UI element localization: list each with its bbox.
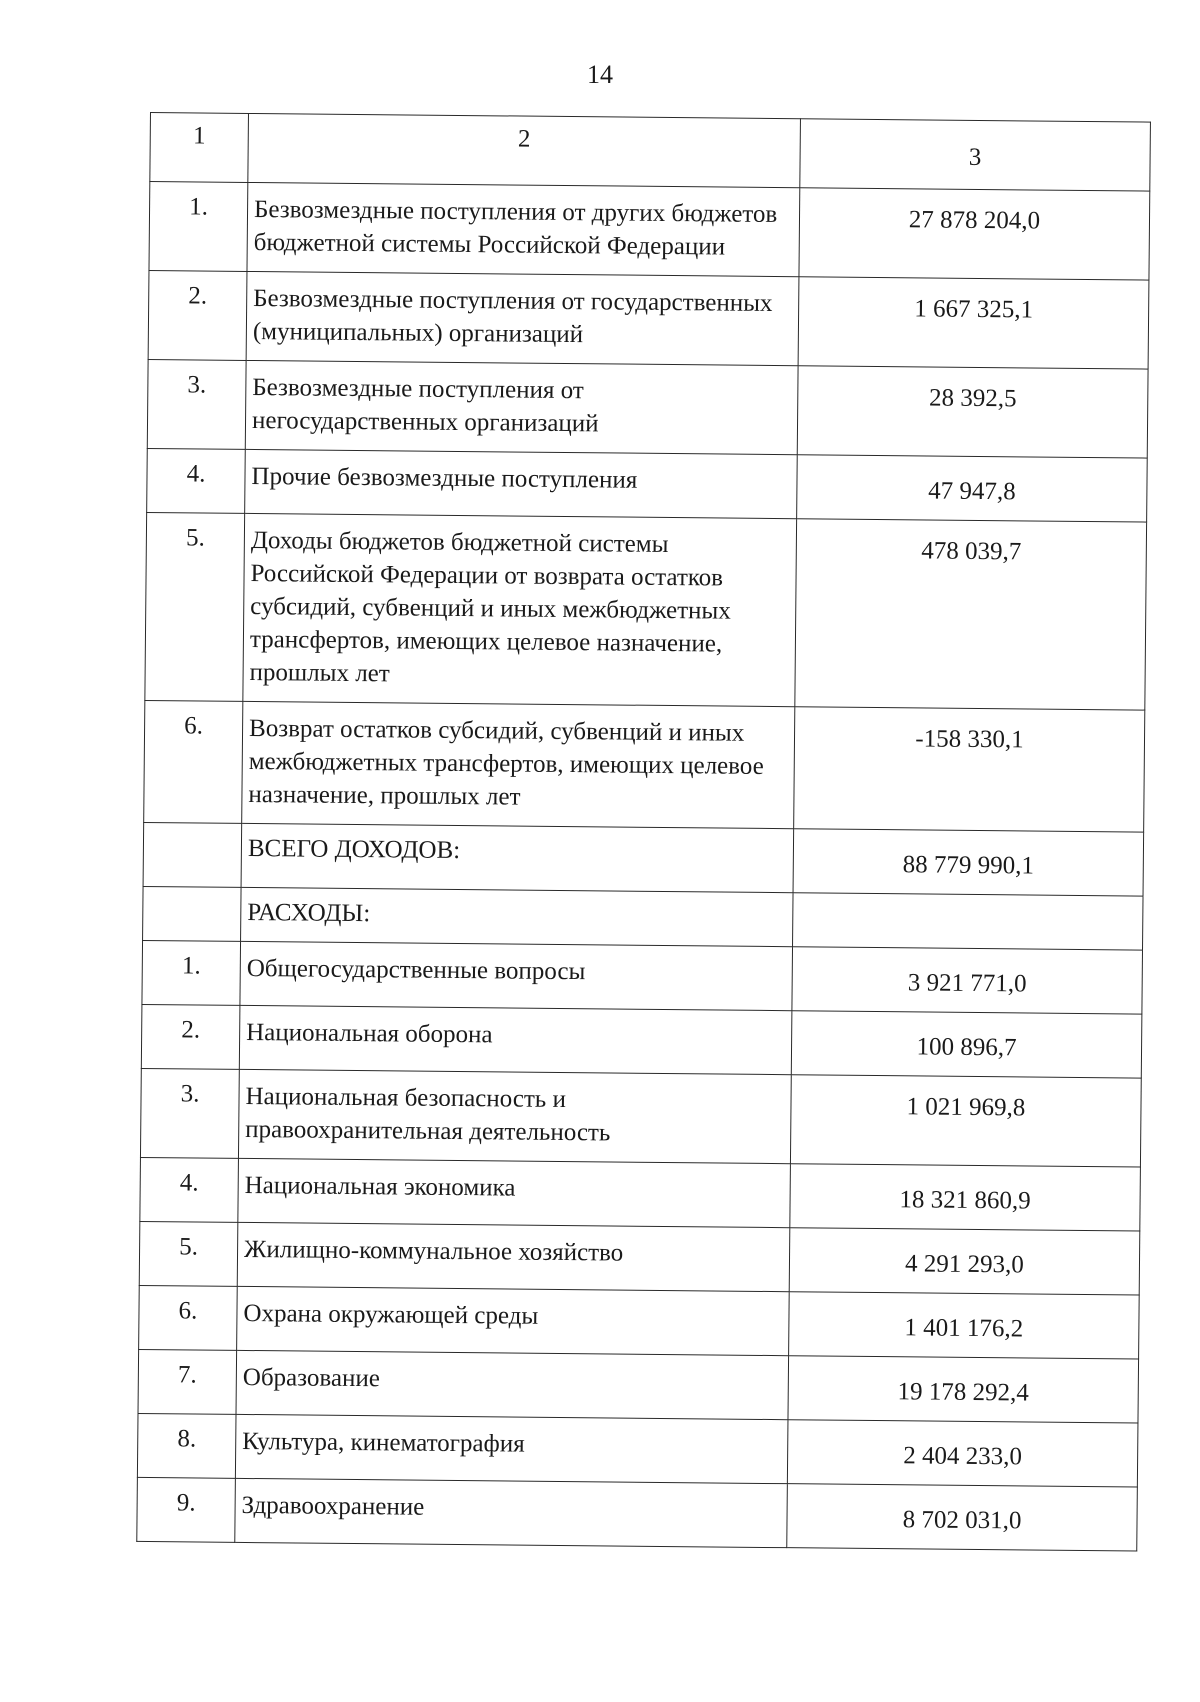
row-name: Безвозмездные поступления от государственных (муниципальных) организаций	[246, 271, 799, 365]
table-row	[148, 270, 1149, 369]
expenses-header-row	[143, 886, 1143, 950]
table-row	[137, 1413, 1138, 1487]
row-number-empty	[143, 886, 242, 941]
row-name: Национальная оборона	[239, 1005, 792, 1074]
row-number: 4.	[140, 1157, 239, 1222]
row-name: Доходы бюджетов бюджетной системы Российской Федерации от возврата остатков субсидий, субвенций и иных межбюджетных трансфертов, имеющих целевое назначение, прошлых лет	[243, 513, 797, 706]
table-row	[141, 1004, 1142, 1078]
row-number: 5.	[139, 1221, 238, 1286]
total-income-value: 88 779 990,1	[793, 829, 1144, 896]
budget-table	[136, 112, 1151, 1552]
row-value: 1 021 969,8	[790, 1075, 1141, 1167]
row-name: Национальная безопасность и правоохранительная деятельность	[238, 1069, 791, 1163]
row-number: 9.	[137, 1477, 236, 1542]
total-income-label: ВСЕГО ДОХОДОВ:	[241, 823, 794, 892]
page-number: 14	[587, 60, 613, 89]
row-name: Здравоохранение	[235, 1478, 788, 1547]
row-name: Возврат остатков субсидий, субвенций и иных межбюджетных трансфертов, имеющих целевое назначение, прошлых лет	[242, 701, 795, 828]
row-name: Охрана окружающей среды	[237, 1286, 790, 1355]
row-number: 2.	[141, 1004, 240, 1069]
table-row	[139, 1221, 1140, 1295]
row-number: 3.	[140, 1068, 239, 1158]
row-value: -158 330,1	[794, 707, 1145, 832]
row-value: 28 392,5	[797, 366, 1148, 458]
table-row	[144, 700, 1145, 832]
row-value: 100 896,7	[791, 1011, 1142, 1078]
row-value: 27 878 204,0	[799, 188, 1150, 280]
table-header-row	[150, 113, 1151, 192]
budget-table-container	[136, 112, 1150, 1552]
table-row	[139, 1285, 1140, 1359]
row-name: Жилищно-коммунальное хозяйство	[237, 1222, 790, 1291]
row-value: 3 921 771,0	[792, 947, 1143, 1014]
row-number: 2.	[148, 270, 247, 360]
row-value: 4 291 293,0	[789, 1228, 1140, 1295]
row-name: Национальная экономика	[238, 1158, 791, 1227]
row-name: Образование	[236, 1350, 789, 1419]
row-number: 6.	[139, 1285, 238, 1350]
row-value: 19 178 292,4	[788, 1356, 1139, 1423]
row-name: Культура, кинематография	[235, 1414, 788, 1483]
row-value-empty	[793, 893, 1144, 950]
row-value: 47 947,8	[797, 455, 1148, 522]
table-row	[138, 1349, 1139, 1423]
column-header-3: 3	[800, 119, 1151, 191]
column-header-2: 2	[248, 113, 801, 187]
table-row	[147, 359, 1148, 458]
row-name: Безвозмездные поступления от других бюджетов бюджетной системы Российской Федерации	[247, 182, 800, 276]
row-value: 8 702 031,0	[787, 1484, 1138, 1551]
row-value: 2 404 233,0	[787, 1420, 1138, 1487]
row-value: 1 401 176,2	[789, 1292, 1140, 1359]
total-income-row	[143, 822, 1144, 896]
table-row	[142, 940, 1143, 1014]
row-name: Безвозмездные поступления от негосударственных организаций	[245, 360, 798, 454]
table-row	[149, 182, 1150, 281]
row-value: 18 321 860,9	[790, 1164, 1141, 1231]
row-name: Прочие безвозмездные поступления	[245, 449, 798, 518]
row-number: 7.	[138, 1349, 237, 1414]
row-number-empty	[143, 822, 242, 887]
table-row	[140, 1068, 1141, 1167]
row-value: 1 667 325,1	[798, 277, 1149, 369]
row-number: 8.	[137, 1413, 236, 1478]
table-row	[137, 1477, 1138, 1551]
column-header-1: 1	[150, 113, 249, 183]
row-name: Общегосударственные вопросы	[240, 941, 793, 1010]
table-row	[140, 1157, 1141, 1231]
row-number: 6.	[144, 700, 243, 823]
table-row	[145, 512, 1147, 710]
row-number: 3.	[147, 359, 246, 449]
row-number: 5.	[145, 512, 245, 701]
row-value: 478 039,7	[795, 519, 1147, 710]
row-number: 4.	[147, 448, 246, 513]
row-number: 1.	[142, 940, 241, 1005]
row-number: 1.	[149, 182, 248, 272]
table-row	[147, 448, 1148, 522]
expenses-header-label: РАСХОДЫ:	[241, 887, 793, 946]
